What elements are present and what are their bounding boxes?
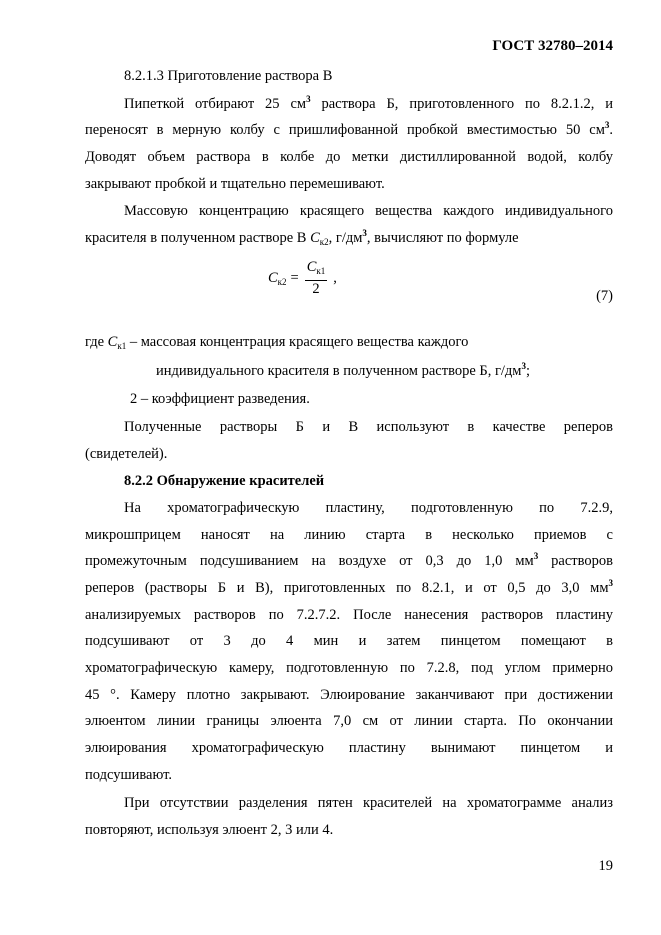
para5-line2: повторяют, используя элюент 2, 3 или 4. [85, 822, 334, 838]
para3-line1: Полученные растворы Б и В используют в качестве реперов [124, 419, 613, 435]
para1-line3: Доводят объем раствора в колбе до метки дистиллированной водой, колбу [85, 149, 613, 165]
para4-line9: элюентом линии границы элюента 7,0 см от линии старта. По окончании [85, 713, 613, 729]
para5-line1: При отсутствии разделения пятен красителей на хроматограмме анализ [124, 795, 613, 811]
where-line3: 2 – коэффициент разведения. [130, 391, 310, 407]
para4-line6: подсушивают от 3 до 4 мин и затем пинцетом помещают в [85, 633, 613, 649]
para2-line2: красителя в полученном растворе В $C_{к2}$, $г/дм^3$, вычисляют по формуле [85, 228, 519, 247]
formula-7: $C_{к2}$ = $\frac{C_{к1}}{2}$ , [268, 258, 337, 297]
standard-header: ГОСТ 32780–2014 [492, 38, 613, 54]
where-line2: индивидуального красителя в полученном растворе Б, $г/дм^3$; [156, 361, 531, 379]
subsection-heading: 8.2.2 Обнаружение красителей [124, 473, 325, 489]
para4-line4: реперов (растворы Б и В), приготовленных по 8.2.1, и от 0,5 до 3,0 $мм^3$ [85, 578, 613, 596]
para1-line4: закрывают пробкой и тщательно перемешивают. [85, 176, 385, 192]
para4-line5: анализируемых растворов по 7.2.7.2. После нанесения растворов пластину [85, 607, 613, 623]
formula-fraction: $\frac{C_{к1}}{2}$ [306, 258, 326, 297]
para4-line2: микрошприцем наносят на линию старта в несколько приемов с [85, 527, 613, 543]
para4-line7: хроматографическую камеру, подготовленную по 7.2.8, под углом примерно [85, 660, 613, 676]
para4-line1: На хроматографическую пластину, подготовленную по 7.2.9, [124, 500, 613, 516]
where-line1: где $C_{к1}$ – массовая концентрация красящего вещества каждого [85, 334, 469, 351]
para2-line1: Массовую концентрацию красящего вещества каждого индивидуального [124, 203, 613, 219]
page-number: 19 [598, 858, 613, 874]
para4-line8: 45 °. Камеру плотно закрывают. Элюирование заканчивают при достижении [85, 687, 613, 703]
equation-number: (7) [596, 288, 613, 304]
para4-line3: промежуточным подсушиванием на воздухе от 0,3 до 1,0 $мм^3$ растворов [85, 551, 613, 569]
para4-line10: элюирования хроматографическую пластину вынимают пинцетом и [85, 740, 613, 756]
para3-line2: (свидетелей). [85, 446, 168, 462]
section-heading: 8.2.1.3 Приготовление раствора В [124, 68, 333, 84]
para1-line1: Пипеткой отбирают 25 $см^3$ раствора Б, приготовленного по 8.2.1.2, и [124, 94, 614, 112]
para4-line11: подсушивают. [85, 767, 172, 783]
para1-line2: переносят в мерную колбу с пришлифованной пробкой вместимостью 50 $см^3$. [85, 120, 613, 138]
